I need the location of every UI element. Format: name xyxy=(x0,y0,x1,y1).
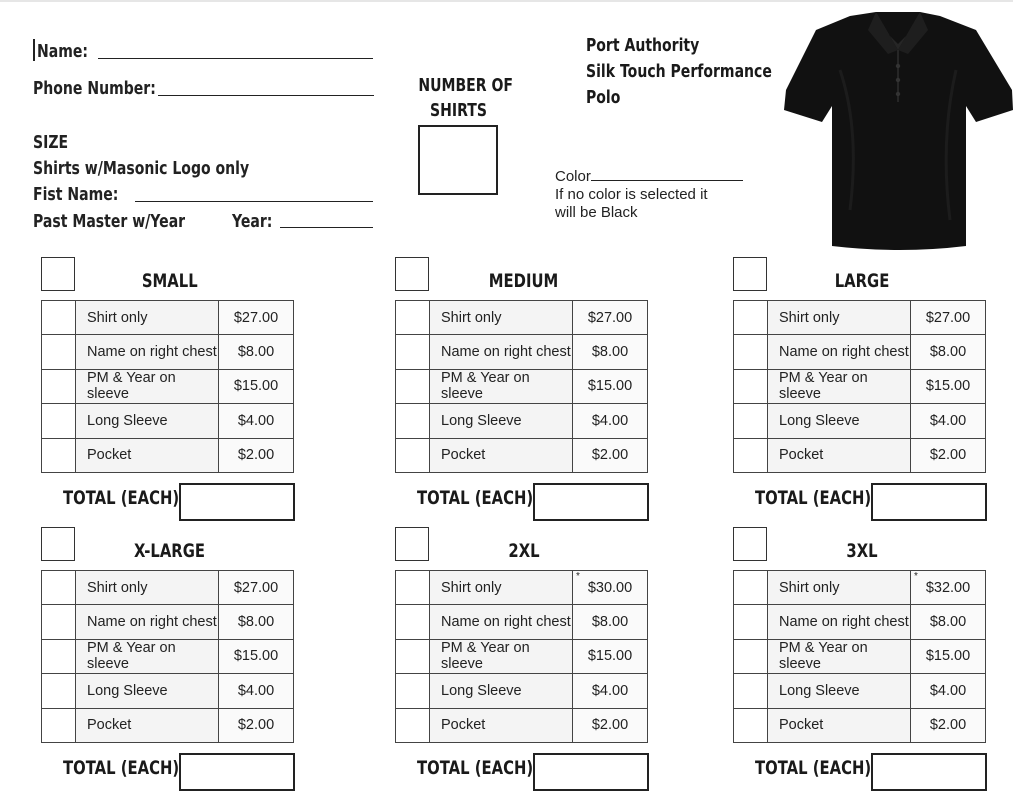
size-title: 3XL xyxy=(846,540,878,562)
total-label: TOTAL (EACH) xyxy=(755,757,872,779)
product-line1: Port Authority xyxy=(586,35,700,56)
color-field[interactable] xyxy=(591,166,743,181)
size-select-checkbox[interactable] xyxy=(733,527,767,561)
option-checkbox[interactable] xyxy=(396,571,430,605)
size-title: LARGE xyxy=(834,270,890,292)
option-price: $4.00 xyxy=(591,412,629,429)
option-label: Shirt only xyxy=(768,301,911,335)
option-label: Pocket xyxy=(76,708,219,742)
price-footnote-mark: * xyxy=(576,571,580,582)
option-label: Shirt only xyxy=(430,571,573,605)
option-price: $15.00 xyxy=(925,378,971,395)
option-label: Name on right chest xyxy=(430,335,573,369)
size-title: 2XL xyxy=(508,540,540,562)
size-group-x-large xyxy=(41,527,301,797)
option-price-cell xyxy=(911,369,986,403)
options-table xyxy=(395,570,648,743)
option-price-cell xyxy=(573,639,648,673)
option-price: $27.00 xyxy=(233,579,279,596)
size-select-checkbox[interactable] xyxy=(41,257,75,291)
option-row xyxy=(734,605,986,639)
option-price: $2.00 xyxy=(929,717,967,734)
option-checkbox[interactable] xyxy=(396,404,430,438)
option-price: $27.00 xyxy=(233,309,279,326)
color-block xyxy=(555,166,743,222)
option-label: Long Sleeve xyxy=(768,674,911,708)
phone-field[interactable] xyxy=(158,95,374,96)
total-box[interactable] xyxy=(871,483,987,521)
number-of-shirts-line2: SHIRTS xyxy=(430,100,488,121)
option-checkbox[interactable] xyxy=(42,369,76,403)
option-price: $2.00 xyxy=(591,717,629,734)
option-label: PM & Year on sleeve xyxy=(430,639,573,673)
option-row xyxy=(42,708,294,742)
option-row xyxy=(734,301,986,335)
option-checkbox[interactable] xyxy=(734,369,768,403)
option-label: Long Sleeve xyxy=(768,404,911,438)
option-price: $2.00 xyxy=(591,447,629,464)
name-label: Name: xyxy=(37,41,88,62)
option-price-cell xyxy=(219,605,294,639)
size-select-checkbox[interactable] xyxy=(395,257,429,291)
option-label: Pocket xyxy=(768,708,911,742)
option-price: $4.00 xyxy=(591,682,629,699)
option-label: Name on right chest xyxy=(76,335,219,369)
option-price-cell xyxy=(219,708,294,742)
total-box[interactable] xyxy=(179,753,295,791)
option-price-cell xyxy=(911,571,986,605)
option-label: PM & Year on sleeve xyxy=(768,369,911,403)
option-checkbox[interactable] xyxy=(42,438,76,472)
option-price-cell xyxy=(219,404,294,438)
number-of-shirts-line1: NUMBER OF xyxy=(418,75,513,96)
option-label: Pocket xyxy=(768,438,911,472)
option-checkbox[interactable] xyxy=(734,301,768,335)
option-checkbox[interactable] xyxy=(42,571,76,605)
option-price-cell xyxy=(573,605,648,639)
polo-shirt-image xyxy=(780,10,1013,254)
option-checkbox[interactable] xyxy=(396,605,430,639)
year-label: Year: xyxy=(232,211,273,232)
option-row xyxy=(734,404,986,438)
option-checkbox[interactable] xyxy=(396,639,430,673)
option-row xyxy=(42,639,294,673)
first-name-label: Fist Name: xyxy=(33,184,119,205)
option-row xyxy=(396,708,648,742)
size-title: SMALL xyxy=(142,270,198,292)
option-checkbox[interactable] xyxy=(42,605,76,639)
option-label: Long Sleeve xyxy=(76,674,219,708)
option-label: Shirt only xyxy=(76,571,219,605)
option-row xyxy=(734,369,986,403)
size-group-small xyxy=(41,257,301,527)
phone-label: Phone Number: xyxy=(33,78,156,99)
option-price: $15.00 xyxy=(233,378,279,395)
option-price-cell xyxy=(219,438,294,472)
price-footnote-mark: * xyxy=(914,571,918,582)
option-price: $15.00 xyxy=(925,648,971,665)
option-checkbox[interactable] xyxy=(396,438,430,472)
options-table xyxy=(41,300,294,473)
option-price: $15.00 xyxy=(233,648,279,665)
option-row xyxy=(396,335,648,369)
option-row xyxy=(734,571,986,605)
text-cursor xyxy=(33,39,35,61)
option-checkbox[interactable] xyxy=(734,335,768,369)
size-group-large xyxy=(733,257,993,527)
number-of-shirts-box[interactable] xyxy=(418,125,498,195)
option-checkbox[interactable] xyxy=(734,674,768,708)
past-master-label: Past Master w/Year xyxy=(33,211,186,232)
option-price-cell xyxy=(911,639,986,673)
option-row xyxy=(42,369,294,403)
product-line2: Silk Touch Performance xyxy=(586,61,772,82)
options-table xyxy=(41,570,294,743)
option-label: Long Sleeve xyxy=(430,404,573,438)
option-price: $4.00 xyxy=(237,412,275,429)
option-price-cell xyxy=(911,674,986,708)
option-checkbox[interactable] xyxy=(42,335,76,369)
year-field[interactable] xyxy=(280,227,373,228)
option-price: $2.00 xyxy=(929,447,967,464)
option-label: Long Sleeve xyxy=(76,404,219,438)
option-price-cell xyxy=(219,674,294,708)
option-row xyxy=(734,639,986,673)
option-price: $8.00 xyxy=(237,344,275,361)
option-price: $32.00 xyxy=(925,579,971,596)
option-price-cell xyxy=(219,369,294,403)
size-heading: SIZE xyxy=(33,132,69,153)
option-price-cell xyxy=(573,369,648,403)
option-label: Pocket xyxy=(430,708,573,742)
option-label: PM & Year on sleeve xyxy=(76,639,219,673)
option-row xyxy=(396,674,648,708)
option-price-cell xyxy=(911,605,986,639)
color-label: Color xyxy=(555,168,591,185)
option-label: Pocket xyxy=(76,438,219,472)
option-label: Name on right chest xyxy=(768,335,911,369)
option-row xyxy=(396,571,648,605)
option-price-cell xyxy=(219,639,294,673)
option-price-cell xyxy=(911,335,986,369)
option-label: Name on right chest xyxy=(430,605,573,639)
option-price-cell xyxy=(573,571,648,605)
size-title: X-LARGE xyxy=(134,540,206,562)
option-row xyxy=(42,404,294,438)
total-label: TOTAL (EACH) xyxy=(417,487,534,509)
option-label: PM & Year on sleeve xyxy=(430,369,573,403)
total-box[interactable] xyxy=(533,483,649,521)
option-label: PM & Year on sleeve xyxy=(768,639,911,673)
option-price: $2.00 xyxy=(237,447,275,464)
option-checkbox[interactable] xyxy=(734,708,768,742)
option-label: PM & Year on sleeve xyxy=(76,369,219,403)
option-row xyxy=(734,438,986,472)
size-group-2xl xyxy=(395,527,655,797)
size-title: MEDIUM xyxy=(489,270,559,292)
options-table xyxy=(733,300,986,473)
option-checkbox[interactable] xyxy=(396,369,430,403)
option-row xyxy=(42,438,294,472)
size-group-medium xyxy=(395,257,655,527)
option-checkbox[interactable] xyxy=(396,335,430,369)
option-price: $27.00 xyxy=(925,309,971,326)
option-price-cell xyxy=(573,438,648,472)
color-note-line2: will be Black xyxy=(555,204,638,221)
size-title-wrap xyxy=(767,270,957,292)
option-row xyxy=(42,571,294,605)
option-price: $8.00 xyxy=(929,614,967,631)
total-box[interactable] xyxy=(533,753,649,791)
size-title-wrap xyxy=(767,540,957,562)
option-row xyxy=(42,335,294,369)
option-price: $4.00 xyxy=(929,682,967,699)
option-label: Name on right chest xyxy=(76,605,219,639)
option-row xyxy=(396,369,648,403)
option-checkbox[interactable] xyxy=(42,301,76,335)
option-row xyxy=(396,438,648,472)
logo-note: Shirts w/Masonic Logo only xyxy=(33,158,250,179)
option-row xyxy=(42,301,294,335)
total-label: TOTAL (EACH) xyxy=(63,757,180,779)
option-price: $27.00 xyxy=(587,309,633,326)
option-price-cell xyxy=(911,404,986,438)
option-price: $8.00 xyxy=(591,344,629,361)
size-select-checkbox[interactable] xyxy=(41,527,75,561)
option-price-cell xyxy=(573,708,648,742)
option-price: $2.00 xyxy=(237,717,275,734)
option-checkbox[interactable] xyxy=(42,404,76,438)
option-price-cell xyxy=(573,301,648,335)
size-select-checkbox[interactable] xyxy=(733,257,767,291)
total-label: TOTAL (EACH) xyxy=(755,487,872,509)
option-price-cell xyxy=(911,301,986,335)
option-price: $8.00 xyxy=(591,614,629,631)
option-price-cell xyxy=(219,301,294,335)
option-row xyxy=(734,674,986,708)
option-row xyxy=(42,674,294,708)
option-checkbox[interactable] xyxy=(42,639,76,673)
option-label: Long Sleeve xyxy=(430,674,573,708)
total-label: TOTAL (EACH) xyxy=(417,757,534,779)
option-checkbox[interactable] xyxy=(734,639,768,673)
option-price: $4.00 xyxy=(929,412,967,429)
options-table xyxy=(733,570,986,743)
option-checkbox[interactable] xyxy=(396,708,430,742)
option-price-cell xyxy=(219,571,294,605)
option-checkbox[interactable] xyxy=(396,301,430,335)
option-price-cell xyxy=(219,335,294,369)
first-name-field[interactable] xyxy=(135,201,373,202)
option-checkbox[interactable] xyxy=(42,708,76,742)
option-checkbox[interactable] xyxy=(42,674,76,708)
option-row xyxy=(396,639,648,673)
option-row xyxy=(396,404,648,438)
size-group-3xl xyxy=(733,527,993,797)
top-border xyxy=(0,0,1013,2)
option-label: Pocket xyxy=(430,438,573,472)
option-checkbox[interactable] xyxy=(734,571,768,605)
size-title-wrap xyxy=(429,270,619,292)
name-field[interactable] xyxy=(98,58,373,59)
number-of-shirts-heading xyxy=(405,73,513,123)
option-price: $15.00 xyxy=(587,378,633,395)
total-box[interactable] xyxy=(179,483,295,521)
option-label: Shirt only xyxy=(76,301,219,335)
total-label: TOTAL (EACH) xyxy=(63,487,180,509)
option-price: $8.00 xyxy=(237,614,275,631)
product-line3: Polo xyxy=(586,87,621,108)
option-price-cell xyxy=(911,438,986,472)
option-price: $8.00 xyxy=(929,344,967,361)
size-select-checkbox[interactable] xyxy=(395,527,429,561)
option-row xyxy=(42,605,294,639)
option-label: Shirt only xyxy=(430,301,573,335)
option-checkbox[interactable] xyxy=(734,404,768,438)
option-price: $15.00 xyxy=(587,648,633,665)
option-price: $30.00 xyxy=(587,579,633,596)
option-checkbox[interactable] xyxy=(396,674,430,708)
option-row xyxy=(734,335,986,369)
options-table xyxy=(395,300,648,473)
size-title-wrap xyxy=(75,270,265,292)
option-row xyxy=(734,708,986,742)
color-note-line1: If no color is selected it xyxy=(555,186,708,203)
option-price-cell xyxy=(573,335,648,369)
option-checkbox[interactable] xyxy=(734,438,768,472)
option-price-cell xyxy=(573,404,648,438)
option-price-cell xyxy=(573,674,648,708)
option-checkbox[interactable] xyxy=(734,605,768,639)
option-row xyxy=(396,605,648,639)
size-title-wrap xyxy=(75,540,265,562)
option-price: $4.00 xyxy=(237,682,275,699)
option-price-cell xyxy=(911,708,986,742)
total-box[interactable] xyxy=(871,753,987,791)
size-title-wrap xyxy=(429,540,619,562)
option-row xyxy=(396,301,648,335)
option-label: Name on right chest xyxy=(768,605,911,639)
option-label: Shirt only xyxy=(768,571,911,605)
